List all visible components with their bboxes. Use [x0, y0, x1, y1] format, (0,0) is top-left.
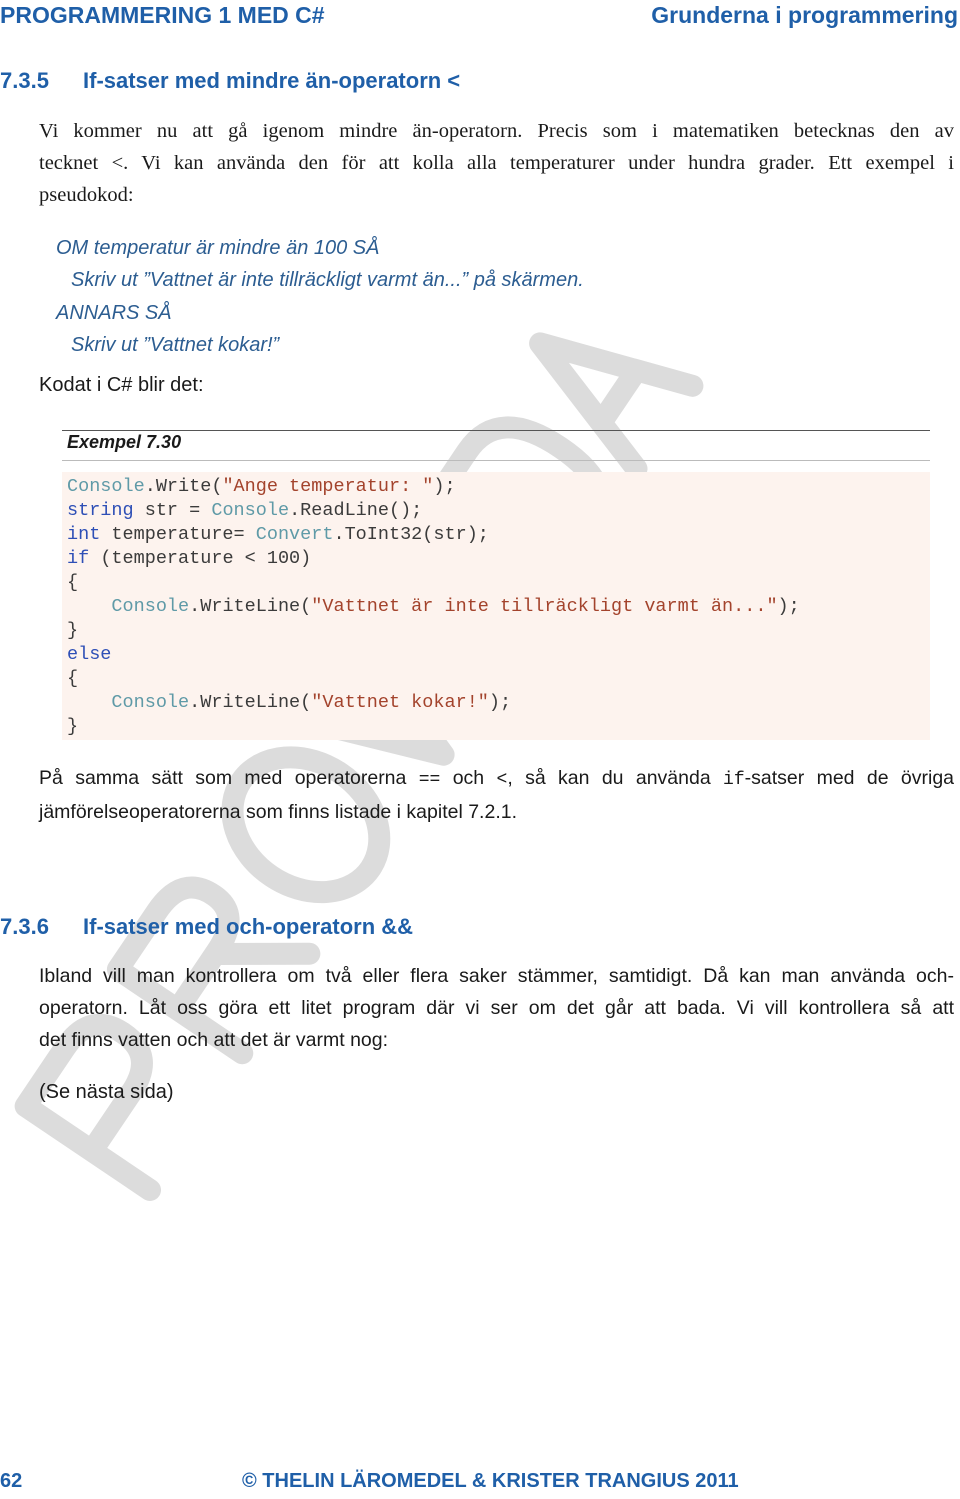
after-text-4: -satser med de övriga [744, 767, 955, 789]
section-heading-7-3-6 [0, 914, 413, 940]
see-next-page-note: (Se nästa sida) [39, 1081, 174, 1103]
pseudocode-line-3: ANNARS SÅ [56, 302, 172, 324]
section-number: 7.3.6 [0, 914, 49, 939]
section-title: If-satser med och-operatorn && [83, 914, 414, 939]
example-title: Exempel 7.30 [67, 432, 182, 452]
section-heading-7-3-5 [0, 68, 460, 94]
after-text-2: och [452, 767, 485, 789]
code-line: int temperature= Convert.ToInt32(str); [67, 524, 489, 545]
intro-line-3: pseudokod: [39, 184, 134, 206]
header-course-title: PROGRAMMERING 1 MED C# [0, 2, 325, 28]
code-line: if (temperature < 100) [67, 548, 312, 569]
example-title-rule [62, 460, 930, 461]
code-line: Console.Write("Ange temperatur: "); [67, 476, 456, 497]
intro-paragraph [39, 115, 954, 211]
code-line: Console.WriteLine("Vattnet är inte tillräckligt varmt än..."); [111, 596, 800, 617]
after-code-line-1 [39, 762, 954, 796]
footer-copyright: © THELIN LÄROMEDEL & KRISTER TRANGIUS 2011 [242, 1470, 739, 1492]
code-block [62, 472, 930, 740]
inline-code-if: if [723, 770, 745, 790]
after-text-3: , så kan du använda [507, 767, 711, 789]
section-number: 7.3.5 [0, 68, 49, 93]
section2-line-1: Ibland vill man kontrollera om två eller flera saker stämmer, samtidigt. Då kan man använda och- [39, 965, 954, 987]
section-title: If-satser med mindre än-operatorn < [83, 68, 461, 93]
pseudocode-line-2: Skriv ut ”Vattnet är inte tillräckligt varmt än...” på skärmen. [71, 269, 584, 291]
code-line: { [67, 572, 79, 593]
code-line: } [67, 620, 79, 641]
after-code-line-2: jämförelseoperatorerna som finns listade i kapitel 7.2.1. [39, 801, 517, 823]
operator-less-than: < [496, 770, 508, 790]
code-listing [67, 475, 800, 739]
example-top-rule [62, 430, 930, 431]
operator-equals: == [418, 770, 441, 790]
code-line: else [67, 644, 112, 665]
header-chapter-title: Grunderna i programmering [651, 2, 958, 28]
code-line: Console.WriteLine("Vattnet kokar!"); [111, 692, 512, 713]
page-number: 62 [0, 1470, 23, 1492]
pseudocode-line-1: OM temperatur är mindre än 100 SÅ [56, 237, 380, 259]
code-intro-text: Kodat i C# blir det: [39, 374, 204, 396]
code-line: { [67, 668, 79, 689]
intro-line-2: tecknet <. Vi kan använda den för att kolla alla temperaturer under hundra grader. Ett exempel i [39, 152, 954, 174]
section2-line-3: det finns vatten och att det är varmt nog: [39, 1029, 389, 1051]
pseudocode-line-4: Skriv ut ”Vattnet kokar!” [71, 334, 280, 356]
code-line: string str = Console.ReadLine(); [67, 500, 423, 521]
section2-paragraph [39, 960, 954, 1056]
section2-line-2: operatorn. Låt oss göra ett litet program där vi ser om det går att bada. Vi vill kontrollera så att [39, 997, 954, 1019]
code-line: } [67, 716, 79, 737]
after-code-paragraph [39, 762, 954, 828]
after-text-1: På samma sätt som med operatorerna [39, 767, 407, 789]
intro-line-1: Vi kommer nu att gå igenom mindre än-operatorn. Precis som i matematiken betecknas den av [39, 120, 954, 142]
